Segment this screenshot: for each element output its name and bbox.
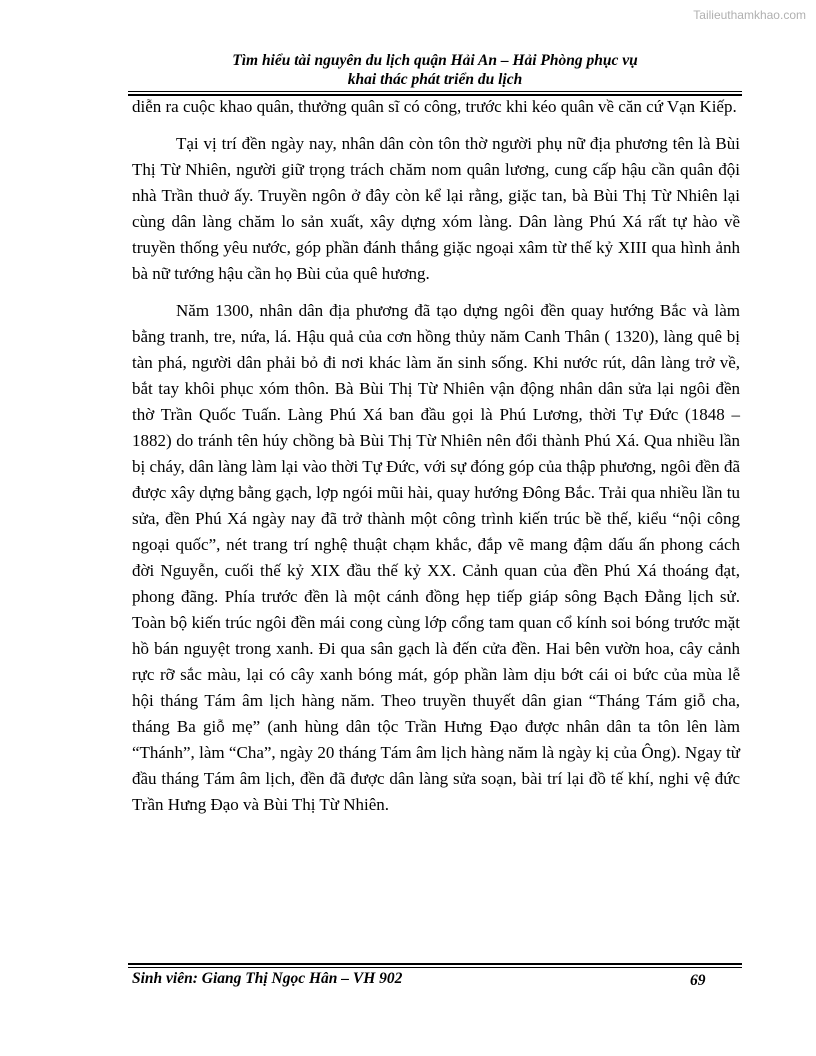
- header-title-line-1: Tìm hiểu tài nguyên du lịch quận Hải An – Hải Phòng phục vụ: [232, 52, 638, 69]
- paragraph-continuation: diễn ra cuộc khao quân, thưởng quân sĩ có công, trước khi kéo quân về căn cứ Vạn Kiếp.: [132, 97, 737, 116]
- footer-divider: [128, 967, 742, 968]
- watermark-text: Tailieuthamkhao.com: [693, 8, 806, 22]
- paragraph-temple-history: Năm 1300, nhân dân địa phương đã tạo dựng ngôi đền quay hướng Bắc và làm bằng tranh, tre, nứa, lá. Hậu quả của cơn hồng thủy năm Canh Thân ( 1320), làng quê bị tàn phá, người dân phải bỏ đi nơi khác làm ăn sinh sống. Khi nước rút, dân làng trở về, bắt tay khôi phục xóm thôn. Bà Bùi Thị Từ Nhiên vận động nhân dân sửa lại ngôi đền thờ Trần Quốc Tuấn. Làng Phú Xá ban đầu gọi là Phú Lương, thời Tự Đức (1848 – 1882) do tránh tên húy chồng bà Bùi Thị Từ Nhiên nên đổi thành Phú Xá. Qua nhiều lần bị cháy, dân làng làm lại vào thời Tự Đức, với sự đóng góp của thập phương, ngôi đền đã được xây dựng bằng gạch, lợp ngói mũi hài, quay hướng Đông Bắc. Trải qua nhiều lần tu sửa, đền Phú Xá ngày nay đã trở thành một công trình kiến trúc bề thế, kiểu “nội công ngoại quốc”, nét trang trí nghệ thuật chạm khắc, đắp vẽ mang đậm dấu ấn phong cách đời Nguyễn, cuối thế kỷ XIX đầu thế kỷ XX. Cảnh quan của đền Phú Xá thoáng đạt, phong đãng. Phía trước đền là một cánh đồng hẹp tiếp giáp sông Bạch Đằng lịch sử. Toàn bộ kiến trúc ngôi đền mái cong cùng lớp cổng tam quan cổ kính soi bóng trước mặt hồ bán nguyệt trong xanh. Đi qua sân gạch là đến cửa đền. Hai bên vườn hoa, cây cảnh rực rỡ sắc màu, lại có cây xanh bóng mát, góp phần làm dịu bớt cái oi bức của mùa lễ hội tháng Tám âm lịch hàng năm. Theo truyền thuyết dân gian “Tháng Tám giỗ cha, tháng Ba giỗ mẹ” (anh hùng dân tộc Trần Hưng Đạo được nhân dân ta tôn lên làm “Thánh”, làm “Cha”, ngày 20 tháng Tám âm lịch hàng năm là ngày kị của Ông). Ngay từ đầu tháng Tám âm lịch, đền đã được dân làng sửa soạn, bài trí lại đồ tế khí, nghi vệ đức Trần Hưng Đạo và Bùi Thị Từ Nhiên.: [132, 301, 740, 814]
- paragraph-bui-thi-tu-nhien: Tại vị trí đền ngày nay, nhân dân còn tôn thờ người phụ nữ địa phương tên là Bùi Thị Từ Nhiên, người giữ trọng trách chăm nom quân lương, cung cấp hậu cần quân đội nhà Trần thuở ấy. Truyền ngôn ở đây còn kể lại rằng, giặc tan, bà Bùi Thị Từ Nhiên lại cùng dân làng chăm lo sản xuất, xây dựng xóm làng. Dân làng Phú Xá rất tự hào về truyền thống yêu nước, góp phần đánh thắng giặc ngoại xâm từ thế kỷ XIII qua hình ảnh bà nữ tướng hậu cần họ Bùi của quê hương.: [132, 134, 740, 283]
- page-header: [128, 51, 742, 89]
- page-number: 69: [690, 972, 706, 989]
- document-body: [132, 94, 740, 829]
- footer-author: Sinh viên: Giang Thị Ngọc Hân – VH 902: [132, 970, 403, 987]
- footer-divider-thick: [128, 963, 742, 965]
- header-divider: [128, 91, 742, 92]
- header-title-line-2: khai thác phát triển du lịch: [347, 71, 523, 88]
